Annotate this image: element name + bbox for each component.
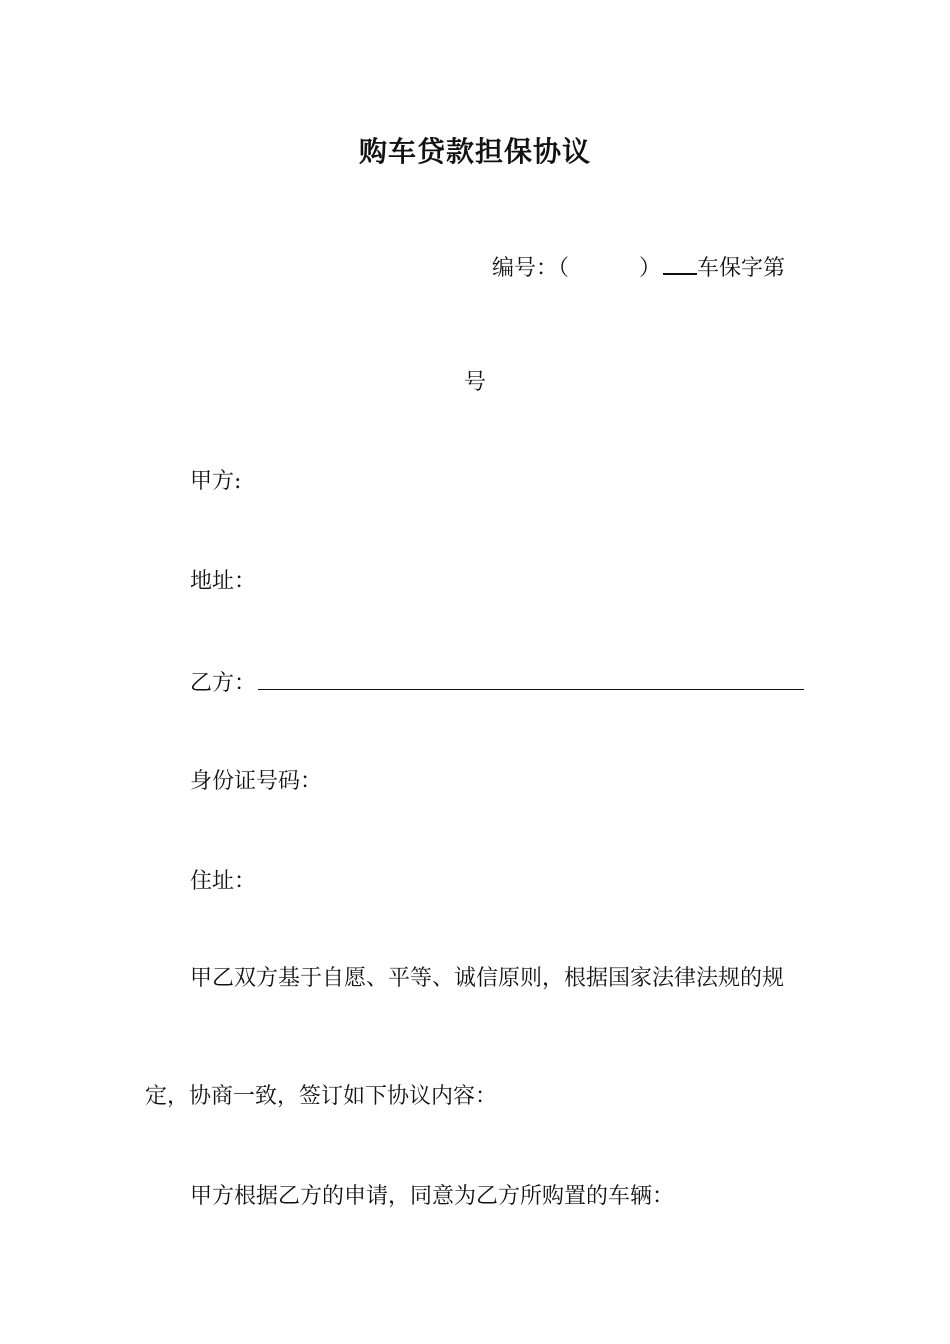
- party-b-blank: [258, 667, 804, 690]
- id-number-label: 身份证号码：: [190, 769, 323, 794]
- vehicle-paragraph: 甲方根据乙方的申请，同意为乙方所购置的车辆：: [190, 1184, 675, 1209]
- party-a-label: 甲方:: [190, 469, 242, 494]
- serial-hao: 号: [464, 370, 487, 395]
- intro-paragraph-line2: 定，协商一致，签订如下协议内容：: [145, 1084, 498, 1109]
- serial-blank: [663, 253, 697, 275]
- residence-label: 住址：: [190, 869, 257, 894]
- intro-paragraph-line1: 甲乙双方基于自愿、平等、诚信原则，根据国家法律法规的规: [190, 966, 785, 991]
- serial-suffix: 车保字第: [697, 256, 786, 281]
- party-b-label: 乙方：: [190, 671, 257, 696]
- serial-number-line: [492, 253, 785, 284]
- document-title: 购车贷款担保协议: [358, 135, 591, 168]
- address-label: 地址：: [190, 569, 257, 594]
- party-b-line: [190, 667, 804, 699]
- serial-label: 编号：（: [492, 256, 570, 281]
- serial-close-paren: ）: [639, 256, 662, 281]
